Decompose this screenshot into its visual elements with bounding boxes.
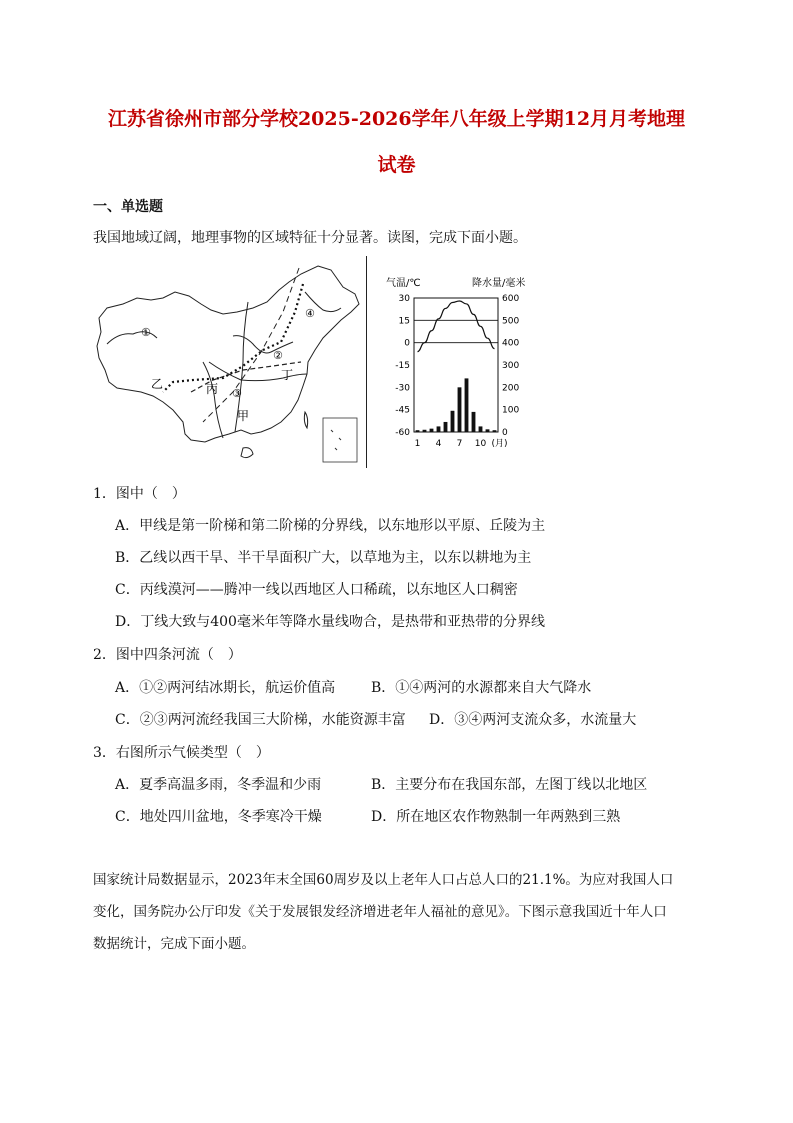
right-tick-label: 500 — [502, 316, 520, 327]
china-outline — [97, 266, 359, 442]
precip-bar — [472, 412, 476, 432]
x-tick-label: 1 — [414, 439, 421, 449]
precip-bar — [479, 426, 483, 432]
precip-bar — [437, 426, 441, 432]
temperature-curve — [418, 301, 495, 352]
south-sea-inset — [323, 418, 357, 462]
q1-option-c[interactable]: C．丙线漠河——腾冲一线以西地区人口稀疏，以东地区人口稠密 — [115, 582, 518, 598]
q3-stem: 3．右图所示气候类型（ ） — [93, 745, 270, 761]
river-2 — [233, 336, 293, 353]
left-tick-label: 30 — [398, 294, 410, 304]
para2-line1: 国家统计局数据显示，2023年末全国60周岁及以上老年人口占总人口的21.1%。为应对我国人口 — [93, 872, 674, 888]
q1-stem: 1．图中（ ） — [93, 486, 186, 502]
precip-bar — [465, 378, 469, 432]
right-tick-label: 600 — [502, 294, 520, 304]
x-tick-label: 10 — [474, 439, 487, 449]
q1-option-d[interactable]: D．丁线大致与400毫米年等降水量线吻合，是热带和亚热带的分界线 — [115, 614, 545, 630]
plot-frame — [414, 298, 498, 432]
precip-bar — [458, 387, 462, 432]
precip-bar — [444, 422, 448, 432]
q2-option-b[interactable]: B．①④两河的水源都来自大气降水 — [371, 680, 592, 696]
china-map — [93, 262, 361, 468]
precip-bar — [423, 430, 427, 432]
section-heading: 一、单选题 — [93, 199, 163, 215]
q2-option-c[interactable]: C．②③两河流经我国三大阶梯，水能资源丰富 — [115, 712, 406, 728]
x-tick-label: 7 — [456, 439, 463, 449]
right-tick-label: 300 — [502, 361, 520, 371]
q2-option-d[interactable]: D．③④两河支流众多，水流量大 — [429, 712, 637, 728]
x-unit-label: (月) — [491, 439, 508, 449]
right-tick-label: 0 — [502, 428, 508, 438]
right-tick-label: 400 — [502, 338, 520, 349]
dashed-line — [203, 268, 299, 422]
right-axis-title: 降水量/毫米 — [472, 278, 526, 289]
precip-bar — [486, 429, 490, 432]
x-tick-label: 4 — [435, 439, 442, 449]
q1-option-a[interactable]: A．甲线是第一阶梯和第二阶梯的分界线，以东地形以平原、丘陵为主 — [115, 518, 546, 534]
figure-divider — [366, 256, 367, 468]
left-tick-label: -45 — [395, 405, 410, 416]
q2-option-a[interactable]: A．①②两河结冰期长，航运价值高 — [115, 680, 336, 696]
map-label-4: ④ — [305, 307, 315, 320]
map-label-2: ② — [273, 349, 283, 362]
map-label-yi: 乙 — [151, 377, 164, 391]
map-label-jia: 甲 — [237, 409, 250, 423]
left-tick-label: 15 — [398, 316, 410, 327]
left-tick-label: -60 — [395, 428, 410, 438]
map-label-1: ① — [141, 326, 151, 339]
taiwan — [304, 412, 307, 428]
south-sea-islands — [331, 430, 341, 450]
bing-line — [203, 362, 223, 438]
q3-option-d[interactable]: D．所在地区农作物熟制一年两熟到三熟 — [371, 809, 621, 825]
q3-option-a[interactable]: A．夏季高温多雨，冬季温和少雨 — [115, 777, 322, 793]
para2-line2: 变化，国务院办公厅印发《关于发展银发经济增进老年人福祉的意见》。下图示意我国近十年人口 — [93, 904, 667, 920]
para2-line3: 数据统计，完成下面小题。 — [93, 936, 255, 952]
precip-bar — [451, 411, 455, 432]
precip-bar — [493, 430, 497, 432]
right-tick-label: 100 — [502, 405, 520, 416]
climate-chart — [376, 274, 536, 456]
q3-option-c[interactable]: C．地处四川盆地，冬季寒冷干燥 — [115, 809, 322, 825]
map-label-ding: 丁 — [281, 368, 294, 382]
intro-text: 我国地域辽阔，地理事物的区域特征十分显著。读图，完成下面小题。 — [93, 230, 527, 246]
left-tick-label: -30 — [395, 383, 410, 394]
q3-option-b[interactable]: B．主要分布在我国东部，左图丁线以北地区 — [371, 777, 648, 793]
hainan — [241, 448, 253, 458]
left-tick-label: -15 — [395, 361, 410, 371]
precip-bar — [430, 429, 434, 432]
precip-bar — [416, 430, 420, 432]
map-label-3: ③ — [232, 387, 242, 400]
exam-title-line1: 江苏省徐州市部分学校2025-2026学年八年级上学期12月月考地理 — [107, 108, 686, 130]
right-tick-label: 200 — [502, 383, 520, 394]
left-tick-label: 0 — [404, 338, 410, 349]
q1-option-b[interactable]: B．乙线以西干旱、半干旱面积广大，以草地为主，以东以耕地为主 — [115, 550, 532, 566]
q2-stem: 2．图中四条河流（ ） — [93, 647, 242, 663]
map-label-bing: 丙 — [206, 382, 219, 396]
exam-title-line2: 试卷 — [377, 154, 416, 176]
left-axis-title: 气温/℃ — [386, 278, 421, 289]
